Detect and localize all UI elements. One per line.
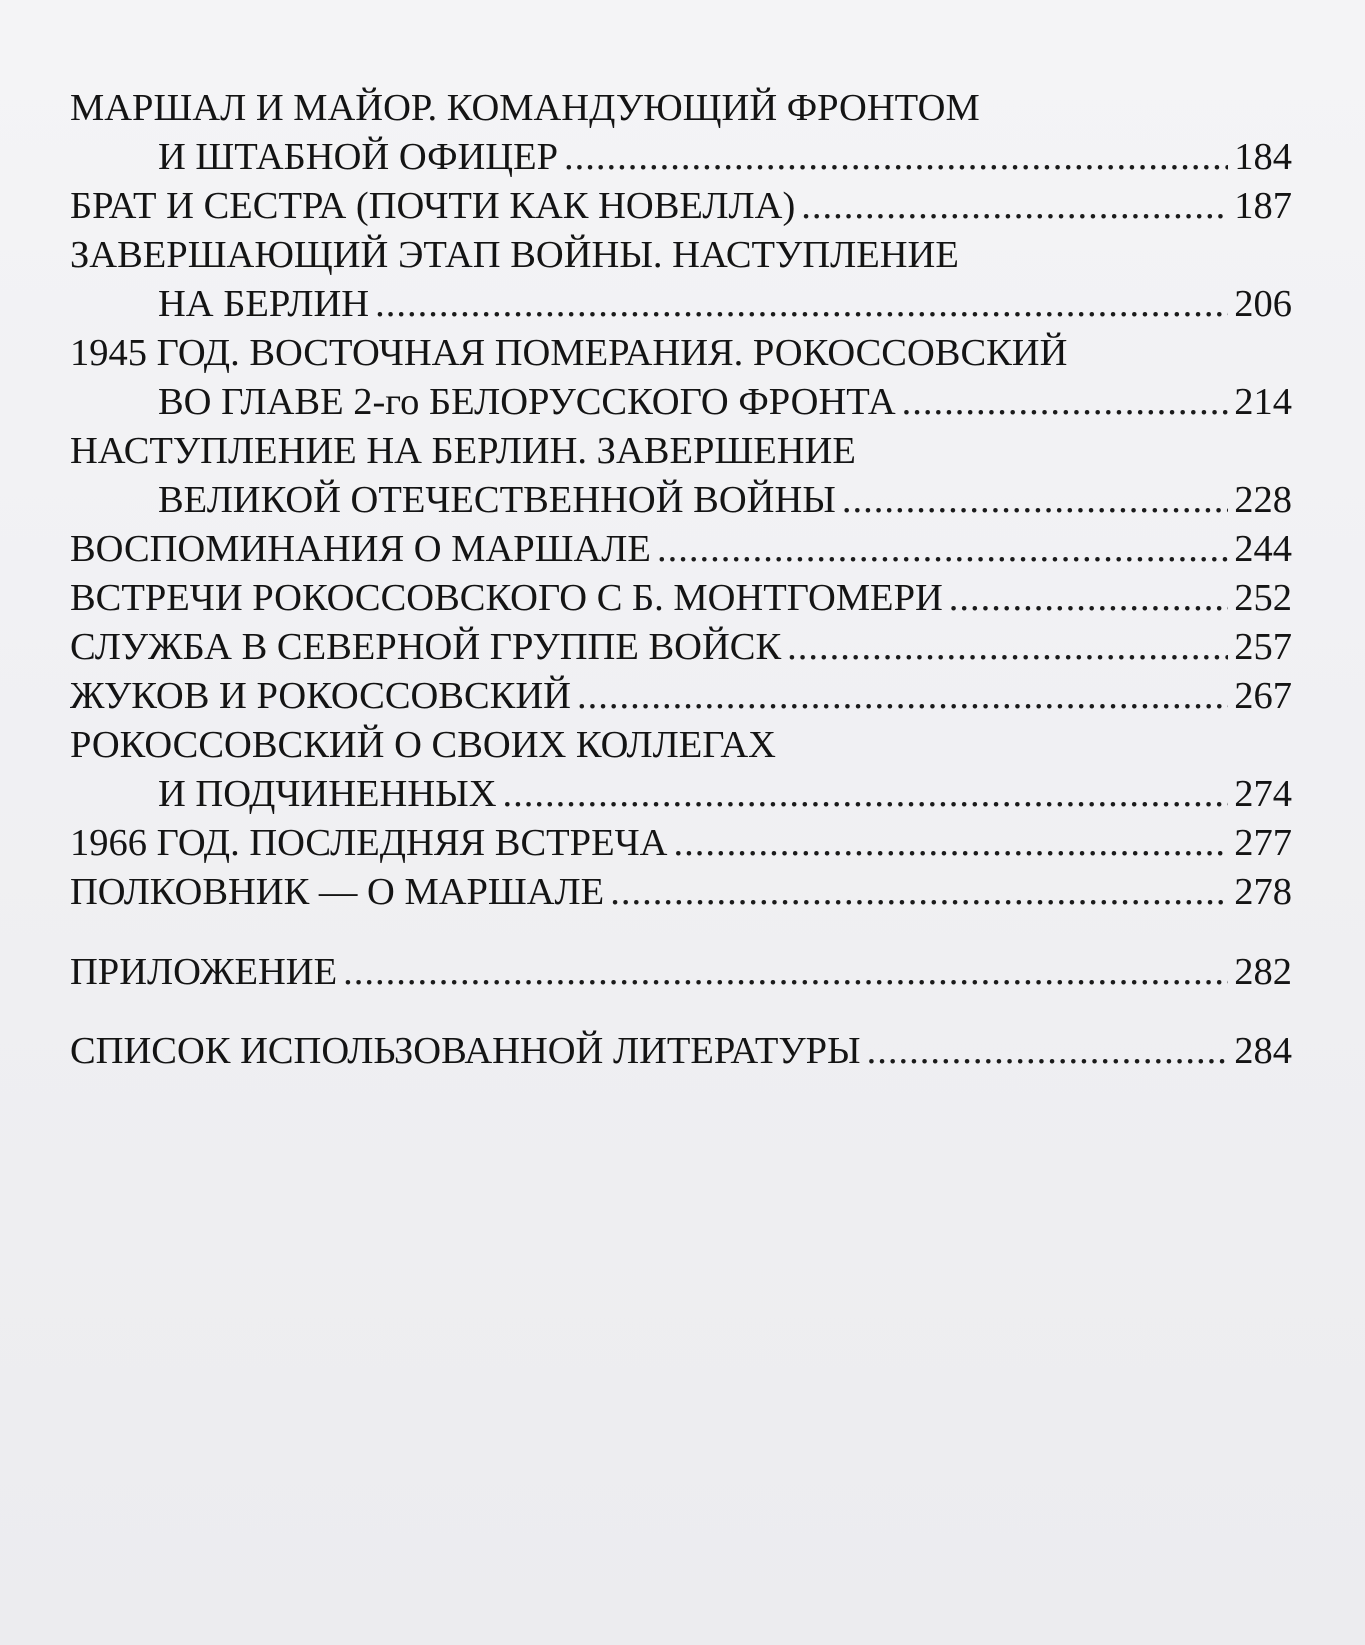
dot-leader <box>610 868 1228 917</box>
toc-entry-title: МАРШАЛ И МАЙОР. КОМАНДУЮЩИЙ ФРОНТОМ <box>70 87 980 129</box>
toc-page-number: 282 <box>1234 951 1292 993</box>
dot-leader <box>787 623 1228 672</box>
toc-entry[interactable] <box>70 84 1292 182</box>
dot-leader <box>949 574 1228 623</box>
toc-page-number: 252 <box>1234 577 1292 619</box>
toc-entry-title: НАСТУПЛЕНИЕ НА БЕРЛИН. ЗАВЕРШЕНИЕ <box>70 430 856 472</box>
toc-entry-line <box>70 378 1292 427</box>
toc-entry[interactable] <box>70 721 1292 819</box>
table-of-contents <box>70 84 1292 1076</box>
dot-leader <box>577 672 1228 721</box>
toc-entry[interactable] <box>70 574 1292 623</box>
toc-entry[interactable] <box>70 182 1292 231</box>
toc-entry-line <box>70 133 1292 182</box>
dot-leader <box>673 819 1228 868</box>
toc-entry[interactable] <box>70 525 1292 574</box>
toc-entry-line <box>70 770 1292 819</box>
section-spacer <box>70 997 1292 1027</box>
toc-entry-line <box>70 427 1292 476</box>
toc-entry-line <box>70 329 1292 378</box>
toc-page-number: 206 <box>1234 283 1292 325</box>
toc-entry-title: БРАТ И СЕСТРА (ПОЧТИ КАК НОВЕЛЛА) <box>70 185 796 227</box>
toc-entry[interactable] <box>70 231 1292 329</box>
toc-entry-title: ПОЛКОВНИК — О МАРШАЛЕ <box>70 871 605 913</box>
toc-entry[interactable] <box>70 868 1292 917</box>
toc-entry-line <box>70 231 1292 280</box>
toc-entry-title: 1945 ГОД. ВОСТОЧНАЯ ПОМЕРАНИЯ. РОКОССОВСКИЙ <box>70 332 1068 374</box>
toc-entry-line <box>70 948 1292 997</box>
dot-leader <box>564 133 1228 182</box>
toc-entry[interactable] <box>70 948 1292 997</box>
toc-entry[interactable] <box>70 1027 1292 1076</box>
toc-page-number: 244 <box>1234 528 1292 570</box>
toc-entry-title: ЖУКОВ И РОКОССОВСКИЙ <box>70 675 571 717</box>
toc-entry-title: СПИСОК ИСПОЛЬЗОВАННОЙ ЛИТЕРАТУРЫ <box>70 1030 861 1072</box>
dot-leader <box>801 182 1228 231</box>
toc-page-number: 257 <box>1234 626 1292 668</box>
toc-entry-title-continued: ВО ГЛАВЕ 2-го БЕЛОРУССКОГО ФРОНТА <box>158 381 896 423</box>
section-spacer <box>70 917 1292 948</box>
toc-entry-line <box>70 280 1292 329</box>
toc-page-number: 187 <box>1234 185 1292 227</box>
toc-entry-title: ПРИЛОЖЕНИЕ <box>70 951 338 993</box>
dot-leader <box>842 476 1228 525</box>
toc-entry[interactable] <box>70 819 1292 868</box>
toc-entry-line <box>70 672 1292 721</box>
dot-leader <box>867 1027 1229 1076</box>
dot-leader <box>343 948 1228 997</box>
toc-entry-line <box>70 868 1292 917</box>
toc-page-number: 274 <box>1234 773 1292 815</box>
toc-entry-title-continued: ВЕЛИКОЙ ОТЕЧЕСТВЕННОЙ ВОЙНЫ <box>158 479 836 521</box>
dot-leader <box>902 378 1229 427</box>
toc-entry-line <box>70 819 1292 868</box>
toc-entry-line <box>70 574 1292 623</box>
toc-entry[interactable] <box>70 672 1292 721</box>
toc-entry-title-continued: И ШТАБНОЙ ОФИЦЕР <box>158 136 559 178</box>
toc-page-number: 278 <box>1234 871 1292 913</box>
toc-entry-title-continued: И ПОДЧИНЕННЫХ <box>158 773 497 815</box>
toc-entry-line <box>70 1027 1292 1076</box>
toc-entry[interactable] <box>70 329 1292 427</box>
toc-entry-title: РОКОССОВСКИЙ О СВОИХ КОЛЛЕГАХ <box>70 724 776 766</box>
toc-entry-title: ВОСПОМИНАНИЯ О МАРШАЛЕ <box>70 528 651 570</box>
toc-page-number: 284 <box>1234 1030 1292 1072</box>
toc-entry-title: ВСТРЕЧИ РОКОССОВСКОГО С Б. МОНТГОМЕРИ <box>70 577 943 619</box>
toc-entry-title: 1966 ГОД. ПОСЛЕДНЯЯ ВСТРЕЧА <box>70 822 668 864</box>
toc-entry[interactable] <box>70 427 1292 525</box>
toc-page-number: 184 <box>1234 136 1292 178</box>
toc-entry-line <box>70 525 1292 574</box>
toc-entry-title: СЛУЖБА В СЕВЕРНОЙ ГРУППЕ ВОЙСК <box>70 626 782 668</box>
dot-leader <box>657 525 1228 574</box>
dot-leader <box>503 770 1229 819</box>
toc-entry[interactable] <box>70 623 1292 672</box>
toc-page-number: 267 <box>1234 675 1292 717</box>
toc-entry-line <box>70 476 1292 525</box>
toc-entry-line <box>70 721 1292 770</box>
dot-leader <box>375 280 1228 329</box>
toc-page-number: 214 <box>1234 381 1292 423</box>
toc-page-number: 228 <box>1234 479 1292 521</box>
toc-entry-line <box>70 182 1292 231</box>
toc-entry-line <box>70 84 1292 133</box>
toc-entry-title: ЗАВЕРШАЮЩИЙ ЭТАП ВОЙНЫ. НАСТУПЛЕНИЕ <box>70 234 959 276</box>
toc-entry-line <box>70 623 1292 672</box>
toc-page-number: 277 <box>1234 822 1292 864</box>
toc-entry-title-continued: НА БЕРЛИН <box>158 283 370 325</box>
